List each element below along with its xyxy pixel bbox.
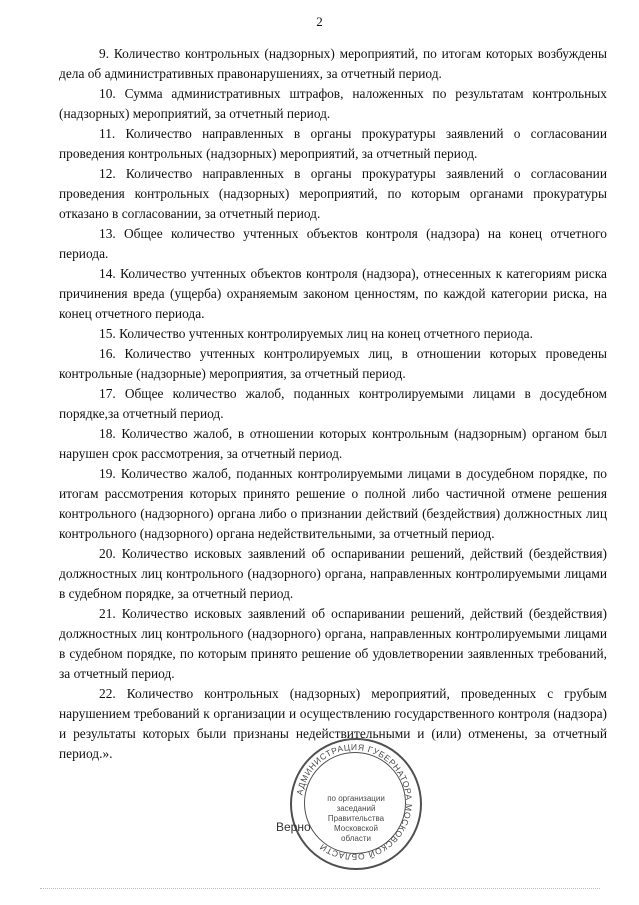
scan-artifact-line xyxy=(40,888,600,889)
document-body xyxy=(59,44,607,764)
list-item: 12. Количество направленных в органы прокуратуры заявлений о согласовании проведения контрольных (надзорных) мероприятий, по которым органами прокуратуры отказано в согласовании, за отчетный период. xyxy=(59,166,607,221)
list-item: 15. Количество учтенных контролируемых лиц на конец отчетного периода. xyxy=(99,326,533,341)
list-item: 18. Количество жалоб, в отношении которых контрольным (надзорным) органом был нарушен срок рассмотрения, за отчетный период. xyxy=(59,426,607,461)
svg-text:АДМИНИСТРАЦИЯ ГУБЕРНАТОРА МОСК: АДМИНИСТРАЦИЯ ГУБЕРНАТОРА МОСКОВСКОЙ ОБЛАСТИ xyxy=(294,741,415,863)
list-item: 22. Количество контрольных (надзорных) мероприятий, проведенных с грубым нарушением требований к организации и осуществлению государственного контроля (надзора) и результаты которых были признаны недействительными и (или) отменены, за отчетный период.». xyxy=(59,686,607,761)
seal-center-text xyxy=(306,794,406,844)
official-seal xyxy=(290,738,422,870)
seal-line: области xyxy=(341,834,371,843)
list-item: 16. Количество учтенных контролируемых лиц, в отношении которых проведены контрольные (надзорные) мероприятия, за отчетный период. xyxy=(59,346,607,381)
seal-line: по организации xyxy=(327,794,385,803)
list-item: 9. Количество контрольных (надзорных) мероприятий, по итогам которых возбуждены дела об административных правонарушениях, за отчетный период. xyxy=(59,46,607,81)
list-item: 10. Сумма административных штрафов, наложенных по результатам контрольных (надзорных) мероприятий, за отчетный период. xyxy=(59,86,607,121)
verno-label: Верно xyxy=(276,820,311,834)
list-item: 11. Количество направленных в органы прокуратуры заявлений о согласовании проведения контрольных (надзорных) мероприятий, за отчетный период. xyxy=(59,126,607,161)
page-number: 2 xyxy=(316,14,323,29)
list-item: 19. Количество жалоб, поданных контролируемыми лицами в досудебном порядке, по итогам рассмотрения которых принято решение о полной либо частичной отмене решения контрольного (надзорного) органа либо о признании действий (бездействия) должностных лиц контрольного (надзорного) органа недействительными, за отчетный период. xyxy=(59,466,607,541)
list-item: 13. Общее количество учтенных объектов контроля (надзора) на конец отчетного периода. xyxy=(59,226,607,261)
list-item: 20. Количество исковых заявлений об оспаривании решений, действий (бездействия) должностных лиц контрольного (надзорного) органа, направленных контролируемыми лицами в судебном порядке, за отчетный период. xyxy=(59,546,607,601)
seal-line: Московской xyxy=(334,824,378,833)
seal-line: Правительства xyxy=(327,814,385,823)
seal-line: заседаний xyxy=(336,804,376,813)
list-item: 17. Общее количество жалоб, поданных контролируемыми лицами в досудебном порядке,за отчетный период. xyxy=(59,386,607,421)
list-item: 21. Количество исковых заявлений об оспаривании решений, действий (бездействия) должностных лиц контрольного (надзорного) органа, направленных контролируемыми лицами в судебном порядке, по которым принято решение об удовлетворении заявленных требований, за отчетный период. xyxy=(59,606,607,681)
list-item: 14. Количество учтенных объектов контроля (надзора), отнесенных к категориям риска причинения вреда (ущерба) охраняемым законом ценностям, по каждой категории риска, на конец отчетного периода. xyxy=(59,266,607,321)
